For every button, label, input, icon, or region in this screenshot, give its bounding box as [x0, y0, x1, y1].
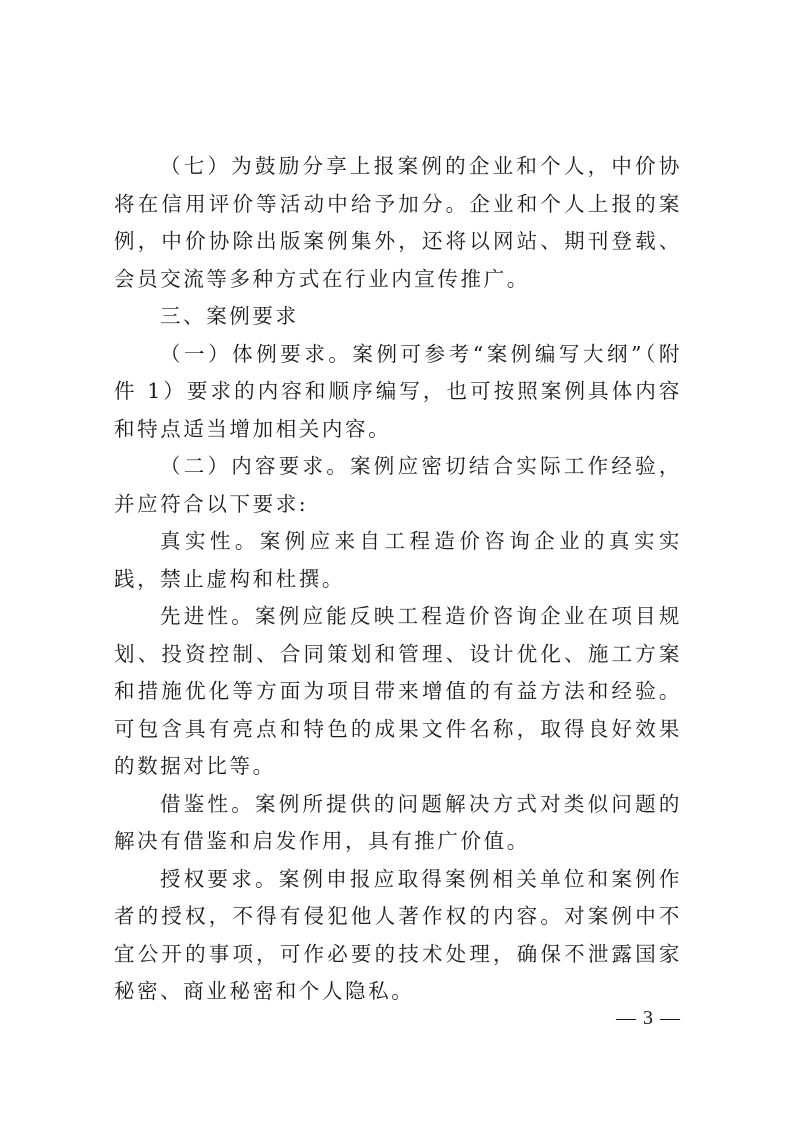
paragraph-clause-7: （七）为鼓励分享上报案例的企业和个人，中价协将在信用评价等活动中给予加分。企业和个人上报的案例，中价协除出版案例集外，还将以网站、期刊登载、会员交流等多种方式在行业内宣传推广。 [114, 154, 682, 291]
page-number: — 3 — [616, 1007, 681, 1029]
document-body [114, 148, 682, 1011]
paragraph-authenticity: 真实性。案例应来自工程造价咨询企业的真实实践，禁止虚构和杜撰。 [114, 529, 682, 591]
section-heading-case-requirements: 三、案例要求 [160, 304, 299, 328]
paragraph-content-requirements: （二）内容要求。案例应密切结合实际工作经验，并应符合以下要求: [114, 454, 682, 516]
paragraph-reference-value: 借鉴性。案例所提供的问题解决方式对类似问题的解决有借鉴和启发作用，具有推广价值。 [114, 791, 682, 853]
paragraph-authorization: 授权要求。案例申报应取得案例相关单位和案例作者的授权，不得有侵犯他人著作权的内容。对案例中不宜公开的事项，可作必要的技术处理，确保不泄露国家秘密、商业秘密和个人隐私。 [114, 866, 682, 1003]
paragraph-advancement: 先进性。案例应能反映工程造价咨询企业在项目规划、投资控制、合同策划和管理、设计优化、施工方案和措施优化等方面为项目带来增值的有益方法和经验。可包含具有亮点和特色的成果文件名称，取得良好效果的数据对比等。 [114, 604, 682, 778]
paragraph-format-requirements: （一）体例要求。案例可参考“案例编写大纲”（附件 1）要求的内容和顺序编写，也可按照案例具体内容和特点适当增加相关内容。 [114, 341, 682, 441]
